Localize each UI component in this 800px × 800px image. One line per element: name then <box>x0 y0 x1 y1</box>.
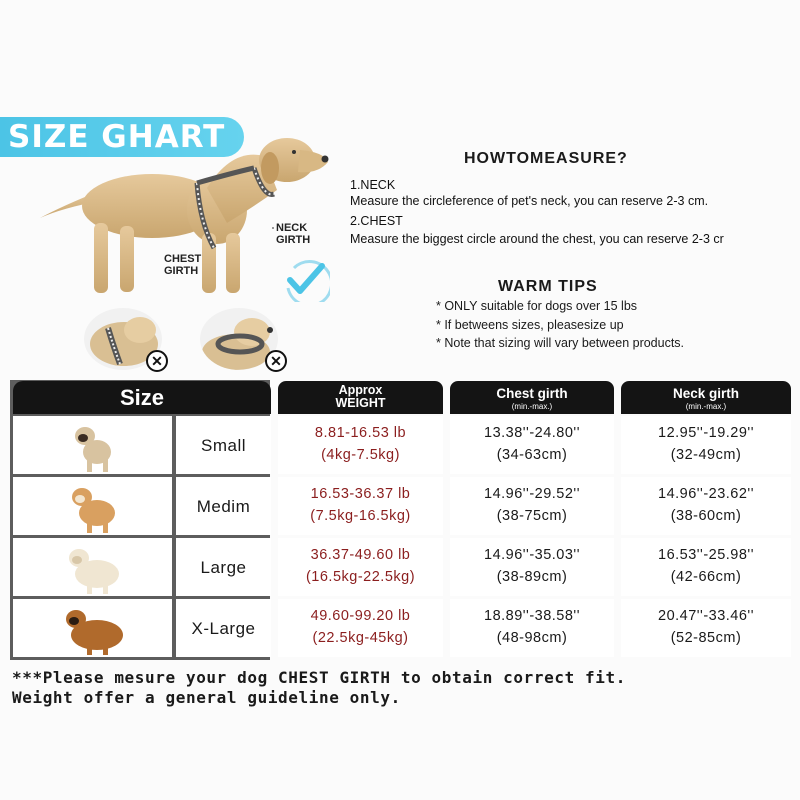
chest-header-label: Chest girth <box>496 386 568 401</box>
neck-step-text: Measure the circleference of pet's neck, you can reserve 2-3 cm. <box>350 194 709 208</box>
chest-girth-value: 18.89''-38.58'' <box>484 608 580 624</box>
chest-girth-value: 14.96''-29.52'' <box>484 486 580 502</box>
neck-girth-value: (32-49cm) <box>670 447 742 463</box>
chest-step-heading: 2.CHEST <box>350 214 403 228</box>
neck-girth-cell <box>621 477 791 535</box>
how-to-measure-title: HOWTOMEASURE? <box>464 150 628 167</box>
size-name: Medim <box>196 497 251 516</box>
wrong-fit-x-icon: ✕ <box>146 350 168 372</box>
chest-column-header <box>450 381 614 414</box>
chest-girth-value: (38-89cm) <box>496 569 568 585</box>
wrong-fit-x-icon: ✕ <box>265 350 287 372</box>
neck-column-header <box>621 381 791 414</box>
chest-label-line: CHEST <box>164 253 202 265</box>
chest-girth-value: (48-98cm) <box>496 630 568 646</box>
chest-girth-value: (34-63cm) <box>496 447 568 463</box>
size-name-cell <box>176 477 271 535</box>
footer-note-line-1: ***Please mesure your dog CHEST GIRTH to obtain correct fit. <box>12 668 626 687</box>
warm-tip: * If betweens sizes, pleasesize up <box>436 318 624 332</box>
chest-header-sub: (min.-max.) <box>511 402 553 411</box>
size-name: X-Large <box>191 619 256 638</box>
chest-girth-value: (38-75cm) <box>496 508 568 524</box>
neck-girth-value: (42-66cm) <box>670 569 742 585</box>
weight-value: 8.81-16.53 lb <box>314 425 407 441</box>
neck-girth-cell <box>621 538 791 596</box>
chest-girth-cell <box>450 416 614 474</box>
size-name: Large <box>200 558 247 577</box>
neck-label-line: NECK <box>276 222 308 234</box>
neck-girth-label <box>276 222 310 246</box>
weight-value: (4kg-7.5kg) <box>321 447 400 463</box>
chest-girth-cell <box>450 477 614 535</box>
weight-header-line: WEIGHT <box>335 396 386 410</box>
chest-girth-value: 14.96''-35.03'' <box>484 547 580 563</box>
neck-girth-cell <box>621 416 791 474</box>
weight-value: 36.37-49.60 lb <box>310 547 411 563</box>
footer-note-line-2: Weight offer a general guideline only. <box>12 688 401 707</box>
size-name-cell <box>176 599 271 657</box>
banner-title: SIZE GHART <box>8 119 226 155</box>
neck-header-sub: (min.-max.) <box>685 402 727 411</box>
weight-value: (7.5kg-16.5kg) <box>310 508 411 524</box>
size-name: Small <box>200 436 246 455</box>
weight-value: (22.5kg-45kg) <box>312 630 409 646</box>
weight-cell <box>278 599 443 657</box>
pug-icon <box>13 416 172 474</box>
german-shepherd-icon <box>13 599 172 657</box>
neck-girth-value: 14.96''-23.62'' <box>658 486 754 502</box>
dog-picture-cell <box>13 477 172 535</box>
chest-girth-cell <box>450 538 614 596</box>
weight-value: (16.5kg-22.5kg) <box>305 569 416 585</box>
retriever-icon <box>13 538 172 596</box>
shiba-icon <box>13 477 172 535</box>
size-name-cell <box>176 416 271 474</box>
chest-step-text: Measure the biggest circle around the chest, you can reserve 2-3 cr <box>350 232 724 246</box>
neck-girth-value: 12.95''-19.29'' <box>658 425 754 441</box>
dog-picture-cell <box>13 599 172 657</box>
weight-cell <box>278 477 443 535</box>
neck-girth-value: 16.53''-25.98'' <box>658 547 754 563</box>
chest-girth-value: 13.38''-24.80'' <box>484 425 580 441</box>
warm-tip: * Note that sizing will vary between products. <box>436 336 685 350</box>
warm-tip: * ONLY suitable for dogs over 15 lbs <box>436 299 638 313</box>
weight-column-header <box>278 381 443 414</box>
weight-cell <box>278 416 443 474</box>
girth-label-line: GIRTH <box>276 234 311 246</box>
weight-value: 49.60-99.20 lb <box>310 608 411 624</box>
chest-girth-cell <box>450 599 614 657</box>
dog-picture-cell <box>13 416 172 474</box>
dog-picture-cell <box>13 538 172 596</box>
weight-value: 16.53-36.37 lb <box>310 486 411 502</box>
warm-tips-title: WARM TIPS <box>498 278 598 295</box>
weight-cell <box>278 538 443 596</box>
girth-label-line: GIRTH <box>164 265 199 277</box>
neck-girth-value: (52-85cm) <box>670 630 742 646</box>
neck-girth-value: (38-60cm) <box>670 508 742 524</box>
neck-header-label: Neck girth <box>672 386 740 401</box>
weight-header-line: Approx <box>338 383 383 397</box>
neck-step-heading: 1.NECK <box>350 178 396 192</box>
chest-girth-label <box>164 253 201 277</box>
size-name-cell <box>176 538 271 596</box>
neck-girth-value: 20.47''-33.46'' <box>658 608 754 624</box>
neck-girth-cell <box>621 599 791 657</box>
checkmark-icon <box>280 258 330 302</box>
size-column-header: Size <box>13 381 271 414</box>
